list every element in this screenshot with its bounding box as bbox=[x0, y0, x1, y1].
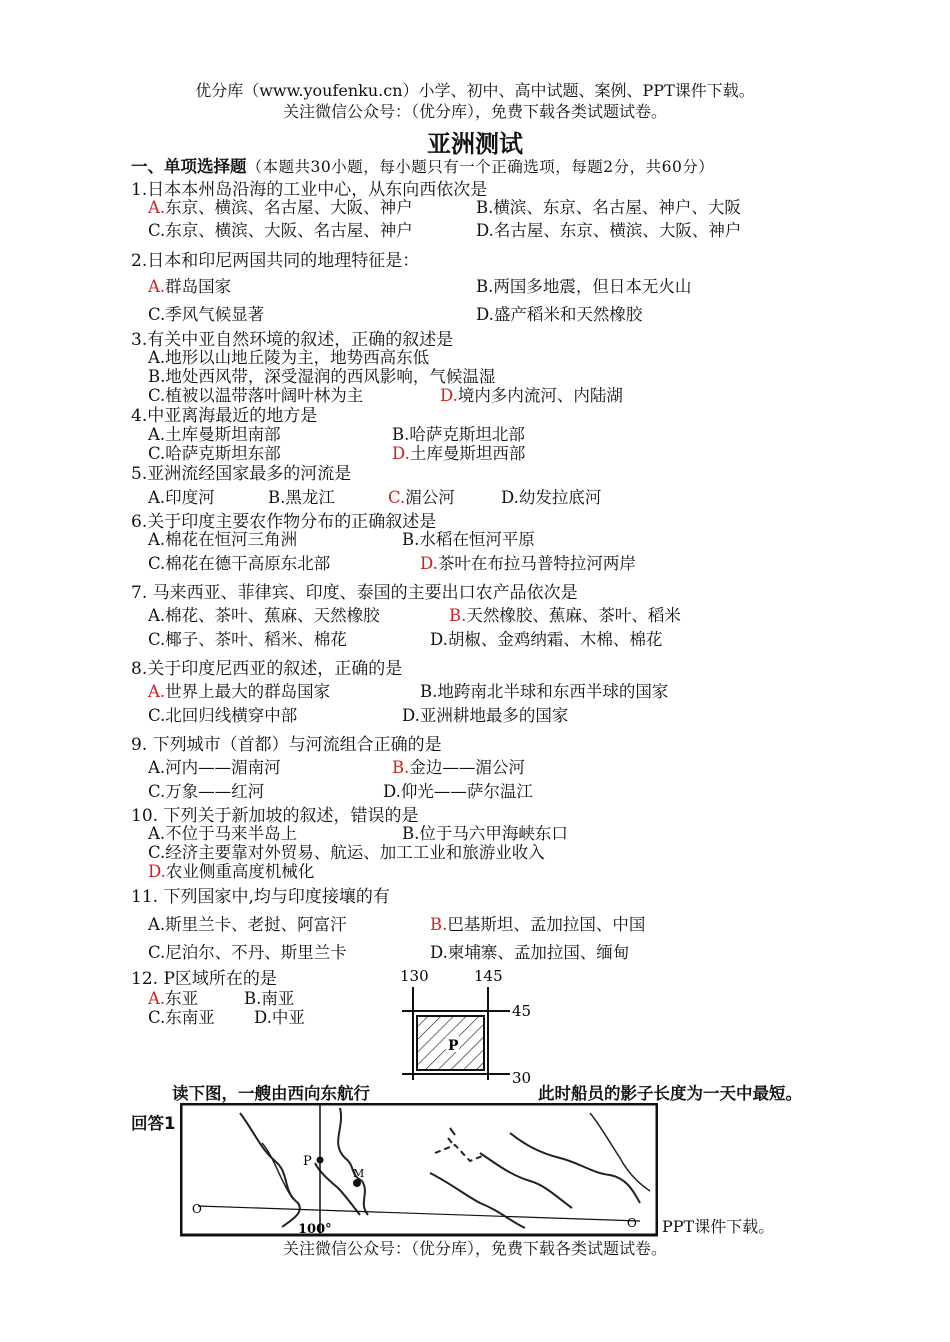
q1-option-d-text: 名古屋、东京、横滨、大阪、神户 bbox=[493, 221, 742, 240]
q4-option-b-text: 哈萨克斯坦北部 bbox=[409, 425, 525, 444]
q12-option-a-letter: A. bbox=[148, 989, 166, 1008]
footer-line-1-tail: PPT课件下载。 bbox=[662, 1217, 775, 1236]
q3-option-d-letter: D. bbox=[440, 386, 458, 405]
q12-option-d-text: 中亚 bbox=[271, 1008, 305, 1027]
reading-tail: 此时船员的影子长度为一天中最短。 bbox=[538, 1084, 802, 1103]
q12-option-d bbox=[254, 1004, 305, 1028]
q10-option-a-text: 不位于马来半岛上 bbox=[165, 824, 298, 843]
q5-option-d bbox=[501, 484, 601, 508]
q9-option-b-letter: B. bbox=[392, 758, 410, 777]
q2-option-a bbox=[148, 273, 231, 297]
q8-option-b-letter: B. bbox=[420, 682, 438, 701]
q7-option-b bbox=[449, 602, 681, 626]
grid-lat-bottom-label: 30 bbox=[512, 1069, 532, 1087]
q11-option-a-letter: A. bbox=[148, 915, 166, 934]
q5-option-d-text: 幼发拉底河 bbox=[518, 488, 602, 507]
q11-option-d-letter: D. bbox=[430, 943, 448, 962]
q7-option-a bbox=[148, 602, 380, 626]
q11-option-d bbox=[430, 939, 629, 963]
q11-option-b-letter: B. bbox=[430, 915, 448, 934]
q5-option-b-letter: B. bbox=[268, 488, 286, 507]
header-line-2: 关注微信公众号：（优分库），免费下载各类试题试卷。 bbox=[282, 102, 667, 121]
q6-option-c bbox=[148, 550, 330, 574]
q1-option-b bbox=[476, 194, 741, 218]
q1-option-b-text: 横滨、东京、名古屋、神户、大阪 bbox=[493, 198, 741, 217]
q6-option-b-letter: B. bbox=[402, 530, 420, 549]
q8-option-a bbox=[148, 678, 330, 702]
question-4-stem: 4.中亚离海最近的地方是 bbox=[131, 406, 318, 426]
q10-option-c-text: 经济主要靠对外贸易、航运、加工工业和旅游业收入 bbox=[165, 843, 545, 862]
q12-option-c-text: 东南亚 bbox=[165, 1008, 215, 1027]
q4-option-a-letter: A. bbox=[148, 425, 166, 444]
q2-option-a-letter: A. bbox=[148, 277, 166, 296]
q4-option-c-text: 哈萨克斯坦东部 bbox=[165, 444, 281, 463]
q3-option-d-text: 境内多内流河、内陆湖 bbox=[457, 386, 623, 405]
q10-option-d-text: 农业侧重高度机械化 bbox=[165, 862, 315, 881]
q4-option-d-letter: D. bbox=[392, 444, 410, 463]
q10-option-c-letter: C. bbox=[148, 843, 166, 862]
question-7-stem: 7. 马来西亚、菲律宾、印度、泰国的主要出口农产品依次是 bbox=[131, 583, 578, 603]
q12-option-b-text: 南亚 bbox=[261, 989, 295, 1008]
footer-line-2: 关注微信公众号：（优分库），免费下载各类试题试卷。 bbox=[282, 1239, 667, 1258]
q2-option-c-letter: C. bbox=[148, 305, 166, 324]
q3-option-a-text: 地形以山地丘陵为主，地势西高东低 bbox=[165, 348, 430, 367]
q6-option-c-letter: C. bbox=[148, 554, 166, 573]
q9-option-c-letter: C. bbox=[148, 782, 166, 801]
q11-option-a bbox=[148, 911, 347, 935]
q11-option-b-text: 巴基斯坦、孟加拉国、中国 bbox=[447, 915, 646, 934]
question-2-stem: 2.日本和印尼两国共同的地理特征是： bbox=[131, 251, 420, 271]
q11-option-a-text: 斯里兰卡、老挝、阿富汗 bbox=[165, 915, 347, 934]
q12-option-c-letter: C. bbox=[148, 1008, 166, 1027]
q10-option-b-text: 位于马六甲海峡东口 bbox=[419, 824, 568, 843]
q6-option-d-letter: D. bbox=[420, 554, 438, 573]
q8-option-d-letter: D. bbox=[402, 706, 420, 725]
question-5-stem: 5.亚洲流经国家最多的河流是 bbox=[131, 464, 352, 484]
q6-option-c-text: 棉花在德干高原东北部 bbox=[165, 554, 331, 573]
p-region-label: P bbox=[448, 1038, 459, 1054]
q9-option-d bbox=[383, 778, 533, 802]
q3-option-c-letter: C. bbox=[148, 386, 166, 405]
q8-option-d-text: 亚洲耕地最多的国家 bbox=[419, 706, 569, 725]
q2-option-c-text: 季风气候显著 bbox=[165, 305, 265, 324]
southeast-asia-map bbox=[180, 1103, 658, 1237]
q9-option-a-text: 河内——湄南河 bbox=[165, 758, 281, 777]
q4-option-b-letter: B. bbox=[392, 425, 410, 444]
q11-option-c-letter: C. bbox=[148, 943, 166, 962]
q11-option-d-text: 柬埔寨、孟加拉国、缅甸 bbox=[447, 943, 630, 962]
q7-option-c-text: 椰子、茶叶、稻米、棉花 bbox=[165, 630, 347, 649]
q4-option-d-text: 土库曼斯坦西部 bbox=[409, 444, 526, 463]
q1-option-d bbox=[476, 217, 741, 241]
q6-option-d-text: 茶叶在布拉马普特拉河两岸 bbox=[437, 554, 636, 573]
q5-option-b-text: 黑龙江 bbox=[285, 488, 335, 507]
grid-lon-left-label: 130 bbox=[400, 967, 429, 985]
grid-lat-top-label: 45 bbox=[512, 1002, 532, 1020]
q8-option-b bbox=[420, 678, 668, 702]
q1-option-a-text: 东京、横滨、名古屋、大阪、神户 bbox=[165, 198, 413, 217]
q8-option-c bbox=[148, 702, 297, 726]
map-label-longitude: 100° bbox=[298, 1222, 332, 1237]
question-8-stem: 8.关于印度尼西亚的叙述，正确的是 bbox=[131, 659, 403, 679]
q9-option-d-text: 仰光——萨尔温江 bbox=[400, 782, 533, 801]
q5-option-d-letter: D. bbox=[501, 488, 519, 507]
q8-option-a-text: 世界上最大的群岛国家 bbox=[165, 682, 331, 701]
q8-option-b-text: 地跨南北半球和东西半球的国家 bbox=[437, 682, 669, 701]
q9-option-d-letter: D. bbox=[383, 782, 401, 801]
q8-option-c-text: 北回归线横穿中部 bbox=[165, 706, 298, 725]
q3-option-b-letter: B. bbox=[148, 367, 166, 386]
map-label-o-left: O bbox=[192, 1202, 202, 1216]
header-line-1: 优分库（www.youfenku.cn）小学、初中、高中试题、案例、PPT课件下载。 bbox=[195, 81, 755, 100]
q1-option-a-letter: A. bbox=[148, 198, 166, 217]
q2-option-b-letter: B. bbox=[476, 277, 494, 296]
q7-option-b-letter: B. bbox=[449, 606, 467, 625]
q7-option-a-text: 棉花、茶叶、蕉麻、天然橡胶 bbox=[165, 606, 380, 625]
q2-option-d bbox=[476, 301, 642, 325]
map-label-m: M bbox=[353, 1167, 365, 1180]
q11-option-c bbox=[148, 939, 347, 963]
q6-option-d bbox=[420, 550, 636, 574]
q12-option-b-letter: B. bbox=[244, 989, 262, 1008]
q8-option-c-letter: C. bbox=[148, 706, 166, 725]
q10-option-b-letter: B. bbox=[402, 824, 420, 843]
map-label-o-right: O bbox=[627, 1216, 637, 1230]
q2-option-b-text: 两国多地震，但日本无火山 bbox=[493, 277, 692, 296]
q10-option-a-letter: A. bbox=[148, 824, 166, 843]
map-label-p: P bbox=[303, 1154, 312, 1169]
q5-option-a-letter: A. bbox=[148, 488, 166, 507]
q9-option-c bbox=[148, 778, 264, 802]
q1-option-b-letter: B. bbox=[476, 198, 494, 217]
q6-option-b bbox=[402, 526, 535, 550]
q1-option-c bbox=[148, 217, 413, 241]
q8-option-a-letter: A. bbox=[148, 682, 166, 701]
q5-option-c-text: 湄公河 bbox=[405, 488, 455, 507]
q4-option-d bbox=[392, 440, 525, 464]
q10-option-d-letter: D. bbox=[148, 862, 166, 881]
q1-option-c-letter: C. bbox=[148, 221, 166, 240]
q7-option-b-text: 天然橡胶、蕉麻、茶叶、稻米 bbox=[466, 606, 681, 625]
grid-lon-right-label: 145 bbox=[474, 967, 503, 985]
q2-option-a-text: 群岛国家 bbox=[165, 277, 232, 296]
q9-option-b bbox=[392, 754, 525, 778]
q5-option-c bbox=[388, 484, 455, 508]
section-heading bbox=[131, 153, 714, 177]
q12-option-a-text: 东亚 bbox=[165, 989, 199, 1008]
q4-option-c-letter: C. bbox=[148, 444, 166, 463]
question-9-stem: 9. 下列城市（首都）与河流组合正确的是 bbox=[131, 735, 442, 755]
question-3-stem: 3.有关中亚自然环境的叙述，正确的叙述是 bbox=[131, 330, 454, 350]
question-11-stem: 11. 下列国家中,均与印度接壤的有 bbox=[131, 887, 390, 907]
q5-option-b bbox=[268, 484, 335, 508]
q7-option-d-text: 胡椒、金鸡纳霜、木棉、棉花 bbox=[447, 630, 663, 649]
q7-option-c bbox=[148, 626, 347, 650]
question-6-stem: 6.关于印度主要农作物分布的正确叙述是 bbox=[131, 512, 437, 532]
page-title: 亚洲测试 bbox=[427, 129, 523, 158]
q12-option-d-letter: D. bbox=[254, 1008, 272, 1027]
point-p-marker bbox=[317, 1157, 324, 1164]
q7-option-d bbox=[430, 626, 662, 650]
reading-lead: 读下图，一艘由西向东航行 bbox=[172, 1084, 370, 1103]
q1-option-d-letter: D. bbox=[476, 221, 494, 240]
q10-option-d bbox=[148, 858, 314, 882]
q7-option-d-letter: D. bbox=[430, 630, 448, 649]
q6-option-b-text: 水稻在恒河平原 bbox=[419, 530, 535, 549]
q11-option-c-text: 尼泊尔、不丹、斯里兰卡 bbox=[165, 943, 347, 962]
q11-option-b bbox=[430, 911, 645, 935]
section-heading-label: 一、单项选择题 bbox=[131, 157, 247, 176]
q6-option-a-text: 棉花在恒河三角洲 bbox=[165, 530, 298, 549]
lat-lon-grid-figure bbox=[380, 962, 550, 1092]
q9-option-a bbox=[148, 754, 281, 778]
q2-option-d-text: 盛产稻米和天然橡胶 bbox=[493, 305, 643, 324]
q2-option-c bbox=[148, 301, 264, 325]
q1-option-c-text: 东京、横滨、大阪、名古屋、神户 bbox=[165, 221, 413, 240]
q3-option-a-letter: A. bbox=[148, 348, 166, 367]
q7-option-c-letter: C. bbox=[148, 630, 166, 649]
q7-option-a-letter: A. bbox=[148, 606, 166, 625]
reading-answer-prefix: 回答1 bbox=[131, 1114, 176, 1133]
point-m-marker bbox=[353, 1179, 361, 1187]
q3-option-c-text: 植被以温带落叶阔叶林为主 bbox=[165, 386, 364, 405]
q3-option-d bbox=[440, 382, 623, 406]
question-10-stem: 10. 下列关于新加坡的叙述，错误的是 bbox=[131, 806, 419, 826]
q2-option-b bbox=[476, 273, 691, 297]
q3-option-b-text: 地处西风带，深受湿润的西风影响，气候温湿 bbox=[165, 367, 496, 386]
q9-option-b-text: 金边——湄公河 bbox=[409, 758, 525, 777]
q2-option-d-letter: D. bbox=[476, 305, 494, 324]
q4-option-a-text: 土库曼斯坦南部 bbox=[165, 425, 281, 444]
question-12-stem: 12. P区域所在的是 bbox=[131, 969, 277, 989]
q9-option-a-letter: A. bbox=[148, 758, 166, 777]
section-heading-note: （本题共30小题，每小题只有一个正确选项，每题2分，共60分） bbox=[246, 158, 715, 176]
q8-option-d bbox=[402, 702, 568, 726]
question-1-stem: 1.日本本州岛沿海的工业中心，从东向西依次是 bbox=[131, 180, 488, 200]
q6-option-a bbox=[148, 526, 297, 550]
q5-option-a bbox=[148, 484, 215, 508]
q5-option-c-letter: C. bbox=[388, 488, 406, 507]
q5-option-a-text: 印度河 bbox=[165, 488, 215, 507]
q12-option-c bbox=[148, 1004, 215, 1028]
q9-option-c-text: 万象——红河 bbox=[165, 782, 265, 801]
q6-option-a-letter: A. bbox=[148, 530, 166, 549]
q1-option-a bbox=[148, 194, 413, 218]
map-frame bbox=[181, 1104, 657, 1235]
